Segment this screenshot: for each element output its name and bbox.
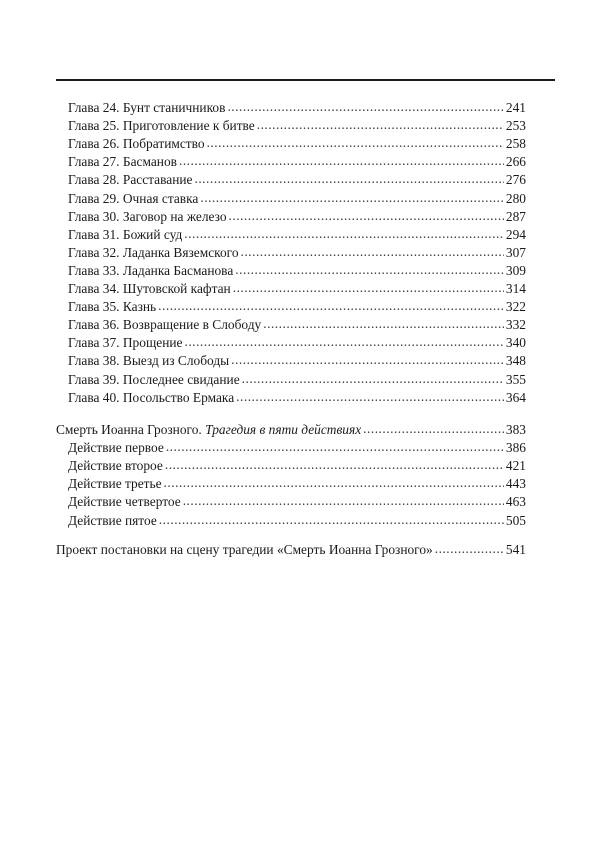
dot-leader [179, 152, 504, 170]
toc-entry-title: Глава 35. Казнь [68, 299, 157, 315]
toc-entry-page: 294 [505, 226, 526, 242]
toc-entry-page: 463 [505, 494, 526, 510]
dot-leader [229, 207, 504, 225]
toc-entry-page: 364 [505, 389, 526, 405]
toc-chapter-row[interactable] [68, 190, 526, 208]
dot-leader [164, 474, 504, 492]
dot-leader [236, 388, 504, 406]
toc-entry-page: 443 [505, 476, 526, 492]
toc-entry-title: Действие третье [68, 476, 162, 492]
toc-entry-page: 383 [505, 422, 526, 437]
toc-chapter-row[interactable] [68, 298, 526, 316]
toc-entry-title [56, 421, 361, 439]
toc-act-row[interactable] [68, 512, 526, 530]
toc-entry-title: Действие первое [68, 440, 164, 456]
toc-entry-page: 253 [505, 118, 526, 134]
dot-leader [235, 261, 504, 279]
dot-leader [231, 351, 504, 369]
dot-leader [233, 279, 504, 297]
dot-leader [184, 333, 503, 351]
toc-entry-title: Глава 24. Бунт станичников [68, 100, 226, 115]
toc-entry-title: Глава 29. Очная ставка [68, 190, 199, 206]
toc-chapter-row[interactable] [68, 334, 526, 352]
toc-entry-title: Глава 37. Прощение [68, 335, 183, 351]
toc-chapter-row[interactable] [68, 226, 526, 244]
dot-leader [165, 456, 504, 474]
toc-chapter-row[interactable] [68, 316, 526, 334]
toc-entry-title: Глава 27. Басманов [68, 154, 177, 170]
dot-leader [435, 540, 504, 558]
dot-leader [242, 370, 504, 388]
toc-chapter-row[interactable] [68, 171, 526, 189]
dot-leader [227, 98, 503, 116]
toc-entry-title: Глава 33. Ладанка Басманова [68, 262, 234, 278]
dot-leader [159, 511, 504, 529]
toc-entry-title: Глава 39. Последнее свидание [68, 371, 240, 387]
dot-leader [194, 170, 503, 188]
toc-act-row[interactable] [68, 439, 526, 457]
toc-entry-page: 348 [505, 353, 526, 369]
toc-entry-page: 314 [505, 281, 526, 296]
toc-chapter-row[interactable] [68, 280, 526, 298]
toc-chapter-row[interactable] [68, 352, 526, 370]
toc-entry-title: Глава 40. Посольство Ермака [68, 389, 235, 405]
dot-leader [184, 225, 504, 243]
toc-entry-title: Глава 26. Побратимство [68, 136, 205, 152]
dot-leader [363, 420, 504, 438]
toc-entry-page: 280 [505, 190, 526, 206]
toc-entry-title: Глава 36. Возвращение в Слободу [68, 317, 262, 333]
dot-leader [257, 116, 504, 134]
toc-entry-page: 541 [505, 542, 526, 557]
toc-act-row[interactable] [68, 493, 526, 511]
toc-entry-title: Действие четвертое [68, 494, 181, 510]
toc-chapter-row[interactable] [68, 99, 526, 117]
toc-entry-title: Проект постановки на сцену трагедии «Смерть Иоанна Грозного» [56, 542, 433, 557]
toc-chapter-row[interactable] [68, 117, 526, 135]
toc-chapter-row[interactable] [68, 389, 526, 407]
toc-chapter-row[interactable] [68, 244, 526, 262]
toc-entry-page: 355 [505, 371, 526, 387]
toc-project-row[interactable] [56, 541, 526, 559]
dot-leader [158, 297, 504, 315]
dot-leader [183, 492, 504, 510]
top-rule [56, 79, 555, 81]
toc-chapter-row[interactable] [68, 153, 526, 171]
toc-entry-page: 276 [505, 172, 526, 188]
toc-entry-title: Действие второе [68, 458, 163, 474]
toc-entry-page: 505 [505, 512, 526, 528]
dot-leader [207, 134, 504, 152]
toc-chapter-row[interactable] [68, 208, 526, 226]
toc-entry-page: 307 [505, 244, 526, 260]
toc-chapter-row[interactable] [68, 135, 526, 153]
toc-entry-page: 386 [505, 440, 526, 456]
toc-entry-page: 421 [505, 458, 526, 474]
toc-entry-title: Глава 34. Шутовской кафтан [68, 281, 231, 296]
toc-entry-title: Глава 38. Выезд из Слободы [68, 353, 230, 369]
toc-entry-title: Глава 32. Ладанка Вяземского [68, 244, 239, 260]
dot-leader [166, 438, 504, 456]
toc-act-row[interactable] [68, 457, 526, 475]
dot-leader [263, 315, 504, 333]
tragedy-title: Смерть Иоанна Грозного. [56, 422, 202, 437]
tragedy-subtitle: Трагедия в пяти действиях [205, 422, 362, 437]
toc-entry-page: 322 [505, 299, 526, 315]
toc-entry-title: Глава 25. Приготовление к битве [68, 118, 255, 134]
dot-leader [241, 243, 504, 261]
toc-entry-page: 266 [505, 154, 526, 170]
toc-entry-page: 309 [505, 262, 526, 278]
toc-entry-page: 332 [505, 317, 526, 333]
toc-act-row[interactable] [68, 475, 526, 493]
toc-entry-page: 258 [505, 136, 526, 152]
toc-entry-page: 340 [505, 335, 526, 351]
toc-entry-title: Глава 28. Расставание [68, 172, 193, 188]
toc-entry-page: 241 [505, 100, 526, 115]
toc-entry-page: 287 [505, 208, 526, 224]
toc-entry-title: Глава 31. Божий суд [68, 226, 183, 242]
dot-leader [200, 189, 504, 207]
toc-chapter-row[interactable] [68, 262, 526, 280]
toc-entry-title: Глава 30. Заговор на железо [68, 208, 227, 224]
toc-chapter-row[interactable] [68, 371, 526, 389]
toc-entry-title: Действие пятое [68, 512, 157, 528]
toc-tragedy-row[interactable] [56, 421, 526, 439]
